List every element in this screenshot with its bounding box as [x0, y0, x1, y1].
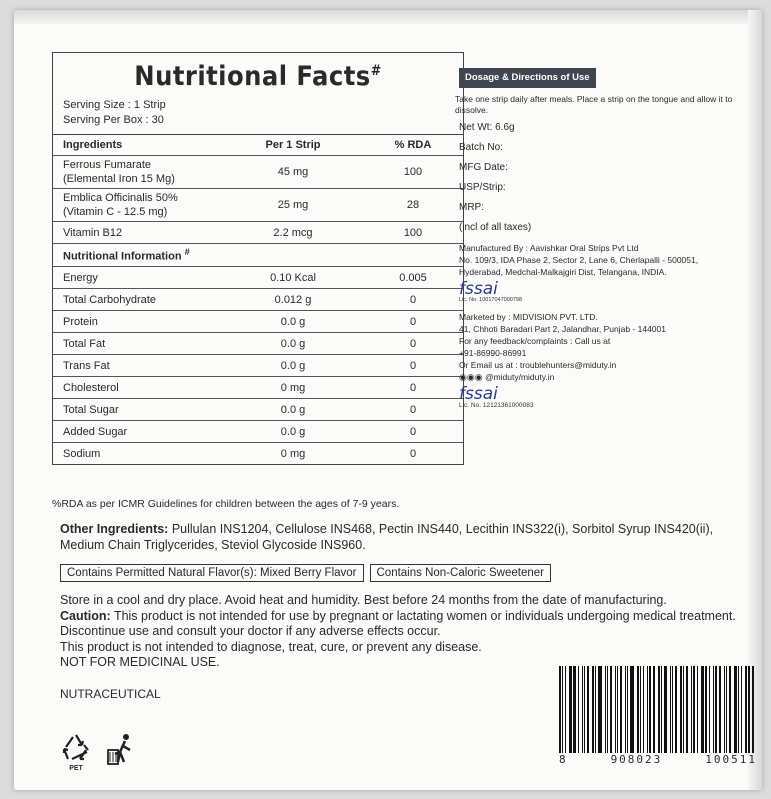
- ingredient-name: [53, 156, 223, 189]
- barcode-bar: [683, 666, 684, 753]
- marketer-line: For any feedback/complaints : Call us at: [459, 335, 611, 346]
- barcode-bar: [675, 666, 677, 753]
- ingredient-amount: 2.2 mcg: [223, 222, 363, 244]
- table-row: [53, 333, 463, 355]
- box-top-edge: [14, 10, 762, 24]
- barcode-bar: [724, 666, 725, 753]
- barcode-bar: [664, 666, 667, 753]
- table-row: [53, 443, 463, 465]
- ingredient-rda: 100: [363, 156, 463, 189]
- pet-label: PET: [69, 765, 83, 772]
- ingredient-name-line1: Ferrous Fumarate: [63, 159, 152, 171]
- barcode-bar: [584, 666, 585, 753]
- table-row: [53, 289, 463, 311]
- sweetener-chip: Contains Non-Caloric Sweetener: [370, 564, 551, 582]
- table-row: [53, 222, 463, 244]
- caution-line: [60, 609, 750, 640]
- barcode-bar: [670, 666, 671, 753]
- barcode-bar: [559, 666, 561, 753]
- table-row: [53, 421, 463, 443]
- barcode-bar: [715, 666, 716, 753]
- barcode-bar: [643, 666, 644, 753]
- nutritional-info-header: [53, 244, 463, 267]
- barcode-bar: [647, 666, 648, 753]
- nutrient-amount: 0 mg: [223, 443, 363, 465]
- ingredient-amount: 25 mg: [223, 189, 363, 222]
- barcode-bar: [620, 666, 622, 753]
- other-ingredients: [60, 521, 740, 553]
- manufacturer-info: [455, 242, 745, 278]
- nutrient-amount: 0.0 g: [223, 421, 363, 443]
- nutrient-name: Sodium: [53, 443, 223, 465]
- barcode-bar: [741, 666, 742, 753]
- barcode-bar: [610, 666, 612, 753]
- flavor-chip: Contains Permitted Natural Flavor(s): Mixed Berry Flavor: [60, 564, 364, 582]
- table-row: [53, 311, 463, 333]
- header-per-strip: Per 1 Strip: [265, 139, 321, 151]
- barcode-bar: [701, 666, 704, 753]
- disposal-icons: [60, 732, 136, 775]
- license-number-1: Lic. No. 10017047000798: [459, 297, 522, 303]
- barcode-bar: [598, 666, 601, 753]
- mrp: MRP:: [459, 201, 484, 213]
- barcode-bar: [592, 666, 594, 753]
- barcode-bar: [640, 666, 641, 753]
- barcode-bar: [719, 666, 721, 753]
- barcode-digit-group: 908023: [610, 753, 663, 766]
- table-row: [53, 267, 463, 289]
- ingredient-name: [53, 189, 223, 222]
- barcode-bar: [637, 666, 639, 753]
- nutrition-title-text: Nutritional Facts: [134, 61, 371, 92]
- marketer-line: 41, Chhoti Baradari Part 2, Jalandhar, Punjab - 144001: [459, 323, 666, 334]
- right-panel: [455, 68, 745, 412]
- barcode-bar: [691, 666, 692, 753]
- not-medicinal-text: NOT FOR MEDICINAL USE.: [60, 655, 220, 669]
- barcode-bar: [726, 666, 727, 753]
- recycle-pet-icon: [60, 732, 92, 775]
- manufacturer-line: No. 109/3, IDA Phase 2, Sector 2, Lane 6, Cherlapalli - 500051,: [459, 254, 699, 265]
- nutrient-name: Added Sugar: [53, 421, 223, 443]
- barcode-bar: [562, 666, 563, 753]
- barcode-bar: [658, 666, 659, 753]
- barcode-bar: [661, 666, 662, 753]
- disclaimer-text: This product is not intended to diagnose, treat, cure, or prevent any disease.: [60, 639, 482, 654]
- barcode-bar: [693, 666, 695, 753]
- nutrient-name: Total Carbohydrate: [53, 289, 223, 311]
- other-ingredients-label: Other Ingredients:: [60, 522, 169, 536]
- ingredient-amount: 45 mg: [223, 156, 363, 189]
- info-mark: #: [184, 247, 190, 258]
- batch-no: Batch No:: [459, 141, 503, 153]
- barcode-digits: [559, 753, 757, 766]
- serving-size: Serving Size : 1 Strip: [63, 99, 166, 111]
- barcode-bars: [559, 666, 757, 753]
- barcode-bar: [672, 666, 673, 753]
- serving-per-box: Serving Per Box : 30: [63, 114, 164, 126]
- ingredient-name-line1: Emblica Officinalis 50%: [63, 192, 178, 204]
- nutrient-name: Total Fat: [53, 333, 223, 355]
- nutrient-name: Trans Fat: [53, 355, 223, 377]
- nutrition-title: [74, 53, 443, 92]
- barcode-bar: [617, 666, 618, 753]
- barcode-bar: [709, 666, 710, 753]
- batch-info: [455, 118, 745, 238]
- barcode-digit-group: 8: [559, 753, 568, 766]
- barcode-bar: [738, 666, 739, 753]
- marketer-email: Or Email us at : troublehunters@miduty.in: [459, 359, 617, 370]
- ingredient-name-line2: (Vitamin C - 12.5 mg): [63, 206, 168, 218]
- nutrient-rda: 0: [363, 355, 463, 377]
- title-mark: #: [370, 63, 382, 79]
- caution-label: Caution:: [60, 608, 111, 623]
- barcode-bar: [686, 666, 687, 753]
- barcode-bar: [615, 666, 616, 753]
- nutritional-info-header-row: [53, 244, 463, 267]
- table-header-row: [53, 135, 463, 156]
- barcode-bar: [565, 666, 566, 753]
- directions-text: Take one strip daily after meals. Place a strip on the tongue and allow it to dissolve.: [455, 93, 733, 115]
- net-weight: Net Wt: 6.6g: [459, 121, 515, 133]
- manufacturer-line: Manufactured By : Aavishkar Oral Strips Pvt Ltd: [459, 242, 639, 253]
- nutrient-amount: 0 mg: [223, 377, 363, 399]
- ingredient-rda: 28: [363, 189, 463, 222]
- barcode-bar: [697, 666, 698, 753]
- table-row: [53, 156, 463, 189]
- nutrient-amount: 0.0 g: [223, 311, 363, 333]
- nutrient-amount: 0.0 g: [223, 399, 363, 421]
- marketer-info: [455, 311, 745, 383]
- barcode-bar: [705, 666, 707, 753]
- table-row: [53, 189, 463, 222]
- barcode-bar: [627, 666, 628, 753]
- marketer-phone: +91-86990-86991: [459, 347, 527, 358]
- caution-text: This product is not intended for use by pregnant or lactating women or individuals undergoing medical treatment. Discontinue use and consult your doctor if any adverse effects occur.: [60, 608, 736, 638]
- barcode-bar: [653, 666, 655, 753]
- serving-info: [53, 92, 463, 135]
- barcode-bar: [587, 666, 589, 753]
- nutrient-rda: 0: [363, 377, 463, 399]
- table-row: [53, 399, 463, 421]
- nutrient-name: Total Sugar: [53, 399, 223, 421]
- fssai-logo-text: fssai: [459, 278, 498, 299]
- barcode-bar: [582, 666, 583, 753]
- table-row: [53, 377, 463, 399]
- info-header-text: Nutritional Information: [63, 250, 182, 263]
- nutrient-name: Cholesterol: [53, 377, 223, 399]
- mfg-date: MFG Date:: [459, 161, 508, 173]
- nutrition-facts-panel: [52, 52, 464, 465]
- usp-strip: USP/Strip:: [459, 181, 506, 193]
- tax-note: (incl of all taxes): [459, 221, 532, 233]
- manufacturer-line: Hyderabad, Medchal-Malkajgiri Dist, Telangana, INDIA.: [459, 266, 667, 277]
- flavor-chips: [60, 564, 551, 582]
- fssai-logo-text: fssai: [459, 383, 498, 404]
- table-row: [53, 355, 463, 377]
- header-ingredients: Ingredients: [63, 139, 123, 151]
- license-number-2: Lic. No. 12121361000083: [459, 402, 534, 409]
- storage-caution-block: [60, 593, 750, 671]
- barcode-digit-group: 100511: [705, 753, 757, 766]
- barcode: [559, 666, 757, 768]
- barcode-bar: [578, 666, 579, 753]
- fssai-logo-2: [455, 383, 745, 404]
- nutrient-rda: 0: [363, 289, 463, 311]
- barcode-bar: [680, 666, 682, 753]
- nutrition-table: [53, 135, 463, 464]
- barcode-bar: [630, 666, 633, 753]
- barcode-bar: [729, 666, 731, 753]
- barcode-bar: [745, 666, 746, 753]
- barcode-bar: [569, 666, 571, 753]
- ingredient-name-line2: (Elemental Iron 15 Mg): [63, 173, 175, 185]
- barcode-bar: [625, 666, 626, 753]
- nutrient-rda: 0: [363, 421, 463, 443]
- barcode-bar: [595, 666, 596, 753]
- social-handle: @miduty/miduty.in: [484, 371, 555, 382]
- nutrient-name: Energy: [53, 267, 223, 289]
- dispose-bin-icon: [106, 732, 136, 775]
- barcode-bar: [573, 666, 576, 753]
- rda-note: %RDA as per ICMR Guidelines for children between the ages of 7-9 years.: [52, 498, 400, 510]
- social-icons: ◉◉◉: [459, 371, 483, 382]
- dosage-title: Dosage & Directions of Use: [459, 68, 596, 88]
- nutrient-rda: 0: [363, 333, 463, 355]
- product-box: [14, 10, 762, 790]
- nutrient-name: Protein: [53, 311, 223, 333]
- barcode-bar: [734, 666, 737, 753]
- nutrient-rda: 0: [363, 443, 463, 465]
- nutrient-rda: 0: [363, 311, 463, 333]
- marketer-line: Marketed by : MIDVISION PVT. LTD.: [459, 311, 598, 322]
- nutrient-amount: 0.10 Kcal: [223, 267, 363, 289]
- nutrient-amount: 0.012 g: [223, 289, 363, 311]
- ingredient-rda: 100: [363, 222, 463, 244]
- nutrient-rda: 0: [363, 399, 463, 421]
- nutrient-amount: 0.0 g: [223, 333, 363, 355]
- header-rda: % RDA: [394, 139, 432, 151]
- other-ingredients-text: Pullulan INS1204, Cellulose INS468, Pectin INS440, Lecithin INS322(i), Sorbitol Syrup INS420(ii), Medium Chain Triglycerides, Steviol Glycoside INS960.: [60, 522, 714, 552]
- storage-text: Store in a cool and dry place. Avoid heat and humidity. Best before 24 months from the date of manufacturing.: [60, 593, 667, 607]
- barcode-bar: [752, 666, 754, 753]
- nutrient-amount: 0.0 g: [223, 355, 363, 377]
- barcode-bar: [649, 666, 651, 753]
- ingredient-name: Vitamin B12: [53, 222, 223, 244]
- nutrient-rda: 0.005: [363, 267, 463, 289]
- barcode-bar: [605, 666, 606, 753]
- barcode-bar: [607, 666, 608, 753]
- social-row: [459, 371, 745, 383]
- category-label: NUTRACEUTICAL: [60, 687, 161, 701]
- fssai-logo-1: [455, 278, 745, 299]
- barcode-bar: [748, 666, 750, 753]
- barcode-bar: [713, 666, 714, 753]
